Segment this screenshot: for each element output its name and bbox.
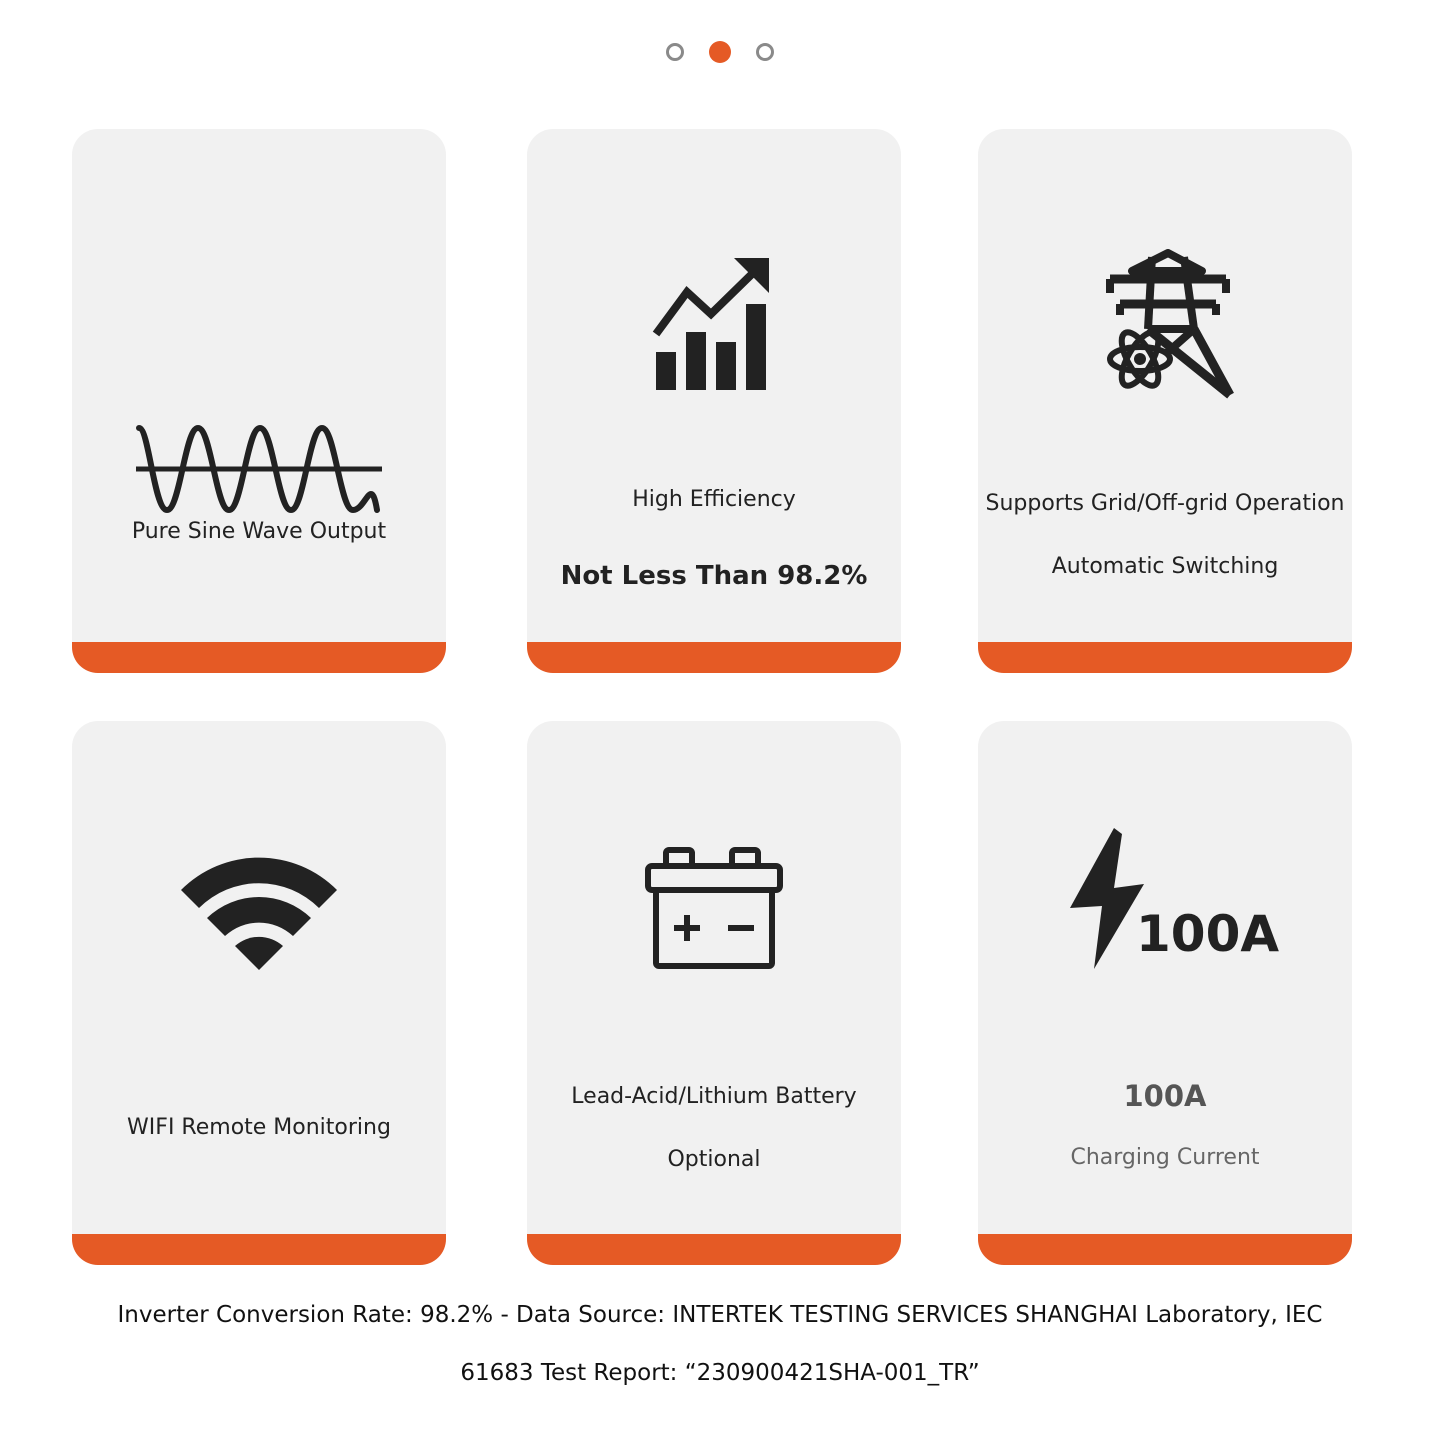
- card-accent-bar: [527, 642, 901, 673]
- feature-card-text: [72, 517, 446, 547]
- feature-card-grid: [978, 129, 1352, 673]
- feature-sublabel: Optional: [667, 1147, 761, 1172]
- battery-icon: [527, 846, 901, 971]
- feature-card-charging: [978, 721, 1352, 1265]
- sine-wave-icon: [72, 414, 446, 524]
- feature-label: Supports Grid/Off-grid Operation: [985, 491, 1345, 516]
- pagination-dot-3[interactable]: [756, 43, 774, 61]
- card-accent-bar: [527, 1234, 901, 1265]
- feature-card-text: [978, 1081, 1352, 1173]
- feature-card-text: [72, 1113, 446, 1143]
- feature-label: High Efficiency: [632, 487, 796, 512]
- feature-card-efficiency: [527, 129, 901, 673]
- feature-label: Lead-Acid/Lithium Battery: [571, 1084, 857, 1109]
- card-accent-bar: [72, 1234, 446, 1265]
- card-accent-bar: [978, 642, 1352, 673]
- footer-note-line-1: Inverter Conversion Rate: 98.2% - Data Source: INTERTEK TESTING SERVICES SHANGHAI Laboratory, IEC: [117, 1302, 1323, 1328]
- feature-label: WIFI Remote Monitoring: [127, 1115, 391, 1140]
- lightning-icon: [978, 826, 1352, 971]
- feature-sublabel: Charging Current: [1070, 1145, 1260, 1170]
- feature-sublabel: Automatic Switching: [1051, 554, 1279, 579]
- feature-card-text: [527, 1082, 901, 1175]
- card-accent-bar: [72, 642, 446, 673]
- feature-card-battery: [527, 721, 901, 1265]
- growth-chart-icon: [527, 254, 901, 394]
- pagination-dot-2-active[interactable]: [709, 41, 731, 63]
- feature-label: Pure Sine Wave Output: [131, 519, 387, 544]
- power-tower-icon: [978, 249, 1352, 404]
- wifi-icon: [72, 846, 446, 976]
- feature-card-wifi: [72, 721, 446, 1265]
- feature-card-text: [978, 489, 1352, 582]
- feature-value: Not Less Than 98.2%: [560, 561, 868, 591]
- feature-card-sine-wave: [72, 129, 446, 673]
- pagination-dot-1[interactable]: [666, 43, 684, 61]
- card-accent-bar: [978, 1234, 1352, 1265]
- pagination-dots: [0, 43, 1440, 63]
- footer-note-line-2: 61683 Test Report: “230900421SHA-001_TR”: [460, 1360, 980, 1386]
- feature-card-text: [527, 485, 901, 591]
- lightning-icon-label: 100A: [1136, 905, 1280, 963]
- feature-value: 100A: [1123, 1079, 1207, 1113]
